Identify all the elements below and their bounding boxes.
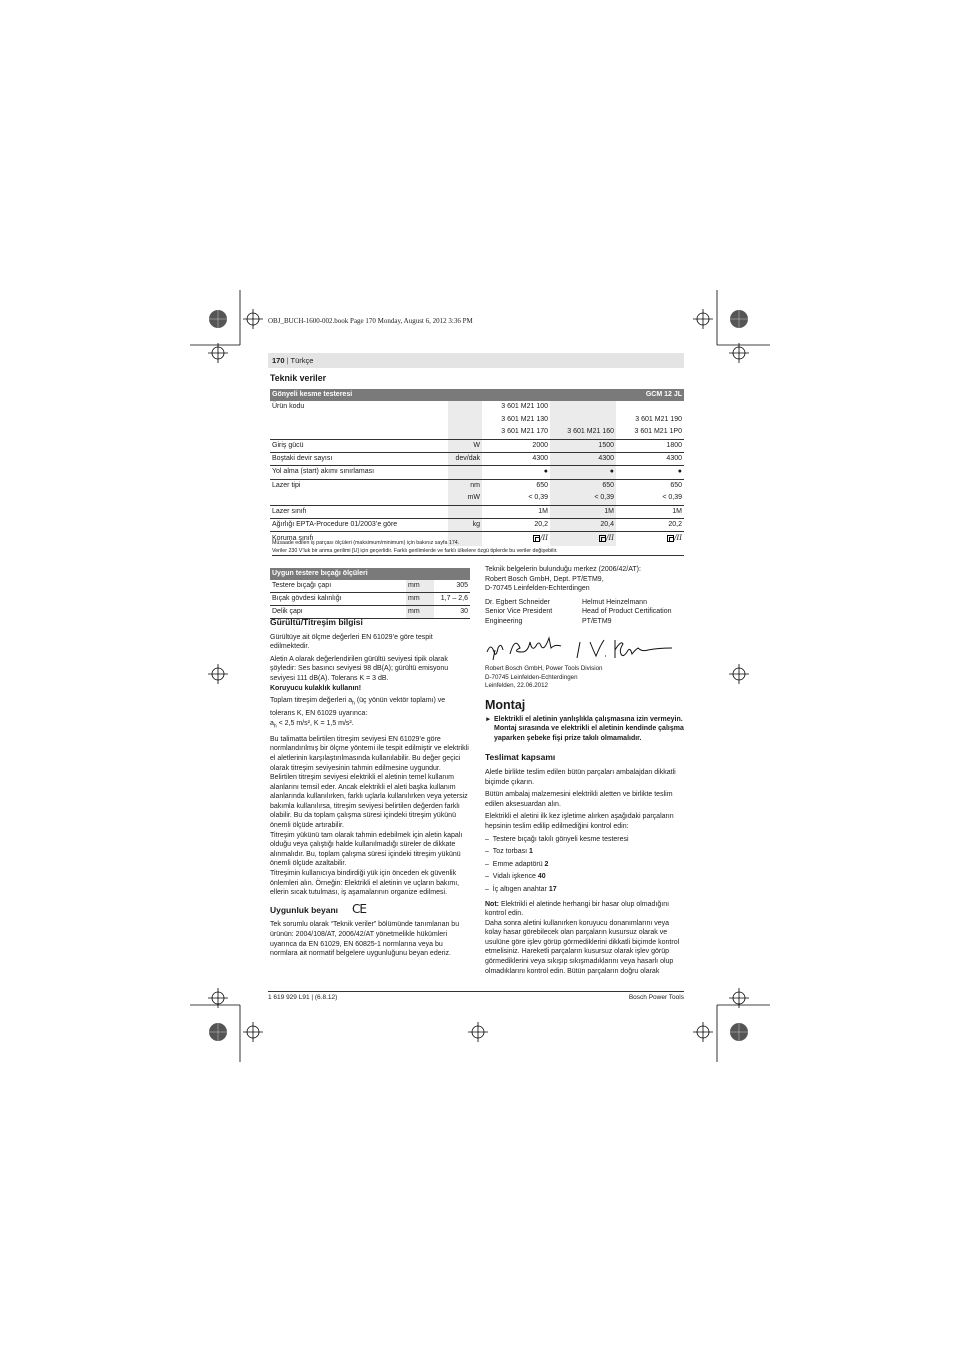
spec-unit: kg [448, 519, 482, 532]
paragraph: Daha sonra aletini kullanırken koruyucu donanımlarını veya kolay hasar görebilecek olan parçaların kusursuz olarak ve usulüne göre işlev görüp görmediklerini dikkatli biçimde kontrol etmelisiniz. Hareketli parçaların kusursuz olarak işlev görüp görmediklerini veya sıkışıp sıkışmadıklarını veya hasarlı olup olmadıklarını kontrol edin. Bütün parçaların doğru olarak [485, 919, 680, 975]
table-row [270, 453, 684, 466]
conformity-title: Uygunluk beyanı [270, 904, 339, 915]
table-row [270, 492, 684, 505]
warning-text: Elektrikli el aletinin yanlışlıkla çalışmasına izin vermeyin. Montaj sırasında ve elektrikli el aletinin kendinde çalışma yaparken şebeke fişi prize takılı olmamalıdır. [494, 715, 684, 742]
blade-table-title: Uygun testere bıçağı ölçüleri [270, 568, 470, 580]
paragraph: Titreşim yükünü tam olarak tahmin edebilmek için aletin kapalı olduğu veya çalıştığı halde kullanılmadığı süreler de dikkate alınmalıdır. Bu, toplam çalışma süresi içindeki titreşim yükünü önemli ölçüde azaltabilir. [270, 831, 463, 868]
signature-image [485, 634, 685, 662]
spec-unit: mW [448, 492, 482, 505]
spec-value: 20,4 [550, 519, 616, 532]
product-code: 3 601 M21 160 [550, 426, 616, 439]
table-row [270, 426, 684, 439]
table-row [270, 414, 684, 426]
spec-value: 1800 [616, 439, 684, 452]
spec-value: 20,2 [482, 519, 550, 532]
blade-value: 30 [434, 606, 470, 619]
signatories [485, 598, 685, 627]
blade-value: 305 [434, 580, 470, 593]
table-row [270, 479, 684, 492]
delivery-title: Teslimat kapsamı [485, 752, 556, 763]
footer-code: 1 619 929 L91 | (6.8.12) [268, 994, 338, 1001]
table-row [270, 505, 684, 518]
spec-unit: dev/dak [448, 453, 482, 466]
blade-unit: mm [406, 593, 434, 606]
product-code: 3 601 M21 130 [501, 415, 548, 423]
spec-unit: W [448, 439, 482, 452]
table-row [270, 580, 470, 593]
spec-footnotes [272, 539, 684, 556]
spec-value: < 0,39 [616, 492, 684, 505]
signatory-left: Dr. Egbert Schneider Senior Vice President Engineering [485, 598, 553, 625]
spec-value: 650 [550, 479, 616, 492]
paragraph: Gürültüye ait ölçme değerleri EN 61029’e göre tespit edilmektedir. [270, 633, 433, 651]
warning-text: Koruyucu kulaklık kullanın! [270, 684, 362, 692]
spec-value: /II [674, 534, 682, 543]
list-item: – Testere bıçağı takılı gönyeli kesme testeresi [485, 835, 629, 843]
paragraph: Aletle birlikte teslim edilen bütün parçaları ambalajdan dikkatli biçimde çıkarın. [485, 768, 676, 786]
spec-label: Yol alma (start) akımı sınırlaması [270, 466, 448, 479]
page-footer [268, 991, 684, 1001]
list-item: – Emme adaptörü 2 [485, 860, 549, 868]
spec-label: Ürün kodu [272, 403, 305, 411]
conformity-heading [270, 901, 470, 916]
product-code: 3 601 M21 190 [635, 415, 682, 423]
product-code: 3 601 M21 1P0 [616, 426, 684, 439]
blade-unit: mm [406, 606, 434, 619]
address-block: Robert Bosch GmbH, Power Tools Division D-70745 Leinfelden-Echterdingen Leinfelden, 22.06.2012 [485, 665, 603, 690]
spec-table [270, 389, 684, 546]
blade-table [270, 568, 470, 619]
spec-header-right: GCM 12 JL [616, 389, 684, 401]
right-column [485, 565, 685, 627]
page-header: 170 | Türkçe [268, 353, 684, 368]
spec-value: /II [540, 534, 548, 543]
blade-unit: mm [406, 580, 434, 593]
spec-value: < 0,39 [482, 492, 550, 505]
paragraph: Bütün ambalaj malzemesini elektrikli aletten ve birlikte teslim edilen aksesuardan alın. [485, 791, 673, 808]
print-slug: OBJ_BUCH-1600-002.book Page 170 Monday, August 6, 2012 3:36 PM [268, 317, 473, 325]
list-item: – Vidalı işkence 40 [485, 873, 546, 881]
spec-header-left: Gönyeli kesme testeresi [270, 389, 550, 401]
tech-docs-line: Teknik belgelerin bulunduğu merkez (2006/42/AT): [485, 566, 641, 573]
blade-value: 1,7 – 2,6 [434, 593, 470, 606]
left-column [270, 618, 470, 962]
paragraph: Belirtilen titreşim seviyesi elektrikli el aletinin temel kullanım alanlarını temsil eder. Ancak elektrikli el aleti başka kullanım alanlarında kullanılırken, farklı uçlarla kullanılırken veya yetersiz bakımla kullanılırsa, titreşim seviyesi belirtilen değerden farklı olabilir. Bu da toplam çalışma süresi içindeki titreşim yükünü önemli ölçüde artırabilir. [270, 774, 468, 830]
spec-value: 650 [536, 481, 548, 489]
product-code: 3 601 M21 100 [501, 403, 548, 411]
tech-data-title: Teknik veriler [270, 373, 327, 383]
blade-label: Testere bıçağı çapı [270, 580, 406, 593]
spec-label: Giriş gücü [270, 439, 448, 452]
signatory-right: Helmut Heinzelmann Head of Product Certification PT/ETM9 [582, 598, 672, 625]
table-row [270, 519, 684, 532]
spec-label: Boştaki devir sayısı [270, 453, 448, 466]
spec-value: /II [606, 534, 614, 543]
product-code: 3 601 M21 170 [482, 426, 550, 439]
noise-title: Gürültü/Titreşim bilgisi [270, 617, 363, 627]
paragraph: Bu talimatta belirtilen titreşim seviyesi EN 61029’e göre normlandırılmış bir ölçme yöntemi ile tespit edilmiştir ve elektrikli el aletlerinin karşılaştırılmasında kullanılabilir. Bu değer geçici olarak titreşim seviyesinin tahmin edilmesine uygundur. [270, 735, 469, 772]
spec-unit [448, 466, 482, 479]
table-row [270, 401, 684, 413]
spec-value: 2000 [482, 439, 550, 452]
blade-label: Delik çapı [270, 606, 406, 619]
spec-value: 1M [550, 505, 616, 518]
spec-unit [448, 505, 482, 518]
spec-label: Ağırlığı EPTA-Procedure 01/2003’e göre [270, 519, 448, 532]
spec-value: < 0,39 [550, 492, 616, 505]
list-item: – Toz torbası 1 [485, 848, 533, 856]
bullet-icon: ● [550, 466, 616, 479]
paragraph: Tek sorumlu olarak “Teknik veriler” bölümünde tanımlanan bu ürünün: 2004/108/AT, 2006/42/AT yönetmelikle hükümleri uyarınca da EN 61029, EN 60825-1 normlarına veya bu normlara ait normatif belgelere uygunluğunu beyan ederiz. [270, 921, 460, 958]
spec-value: 4300 [482, 453, 550, 466]
spec-value: 1M [482, 505, 550, 518]
spec-value: 4300 [616, 453, 684, 466]
bullet-icon: ● [616, 466, 684, 479]
section-title-montaj: Montaj [485, 698, 526, 712]
blade-header-row [270, 568, 470, 580]
page-language: Türkçe [290, 356, 314, 365]
bullet-icon: ● [482, 466, 550, 479]
arrow-icon: ► [485, 715, 492, 723]
warning-block [485, 715, 685, 744]
blade-label: Bıçak gövdesi kalınlığı [270, 593, 406, 606]
paragraph: Elektrikli el aletini ilk kez işletime alırken aşağıdaki parçaların hepsinin teslim edilip edilmediğini kontrol edin: [485, 813, 674, 830]
table-row [270, 466, 684, 479]
footnote: Müsaade edilen iş parçası ölçüleri (maksimum/minimum) için bakınız sayfa 174. [272, 540, 460, 546]
spec-value: 650 [670, 481, 682, 489]
spec-value: 20,2 [616, 519, 684, 532]
signatures [485, 634, 685, 662]
ce-mark-icon: CE [352, 901, 366, 916]
paragraph: $a_h < 2,5$ m/s², K = 1,5 m/s². [270, 719, 354, 730]
montaj-section [485, 698, 685, 979]
tech-docs-line: Robert Bosch GmbH, Dept. PT/ETM9, [485, 575, 604, 583]
footnote: Veriler 230 V’luk bir anma gerilimi [U] için geçerlidir. Farklı gerilimlerde ve farklı ülkelere özgü tiplerde bu veriler değişebilir. [272, 548, 558, 554]
spec-header-row [270, 389, 684, 401]
spec-label: Lazer tipi [272, 481, 301, 489]
footer-brand: Bosch Power Tools [628, 994, 684, 1001]
list-item: – İç altıgen anahtar 17 [485, 885, 557, 893]
paragraph: Titreşimin kullanıcıya bindirdiği yük için önceden ek güvenlik önlemleri alın. Örneğin: Elektrikli el aletinin ve uçların bakımı, ellerin sıcak tutulması, iş aşamalarının organize edilmesi. [270, 870, 460, 897]
spec-label [270, 492, 448, 505]
tech-docs-line: D-70745 Leinfelden-Echterdingen [485, 585, 590, 593]
note-paragraph: Not: Elektrikli el aletinde herhangi bir hasar olup olmadığını kontrol edin. [485, 900, 670, 918]
spec-unit: nm [448, 479, 482, 492]
table-row [270, 593, 470, 606]
paragraph: Aletin A olarak değerlendirilen gürültü seviyesi tipik olarak şöyledir: Ses basıncı seviyesi 98 dB(A); gürültü emisyonu seviyesi 111 dB(A). Tolerans K = 3 dB. [270, 655, 449, 682]
paragraph: Toplam titreşim değerleri $a_h$ (üç yönün vektör toplamı) ve tolerans K, EN 61029 uyarınca: [270, 697, 446, 718]
table-row [270, 439, 684, 452]
spec-label: Koruma sınıfı [272, 534, 314, 542]
spec-value: 1500 [550, 439, 616, 452]
page-number: 170 [272, 356, 285, 365]
spec-value: 1M [616, 505, 684, 518]
spec-label: Lazer sınıfı [270, 505, 448, 518]
delivery-list [485, 835, 685, 895]
spec-value: 4300 [550, 453, 616, 466]
